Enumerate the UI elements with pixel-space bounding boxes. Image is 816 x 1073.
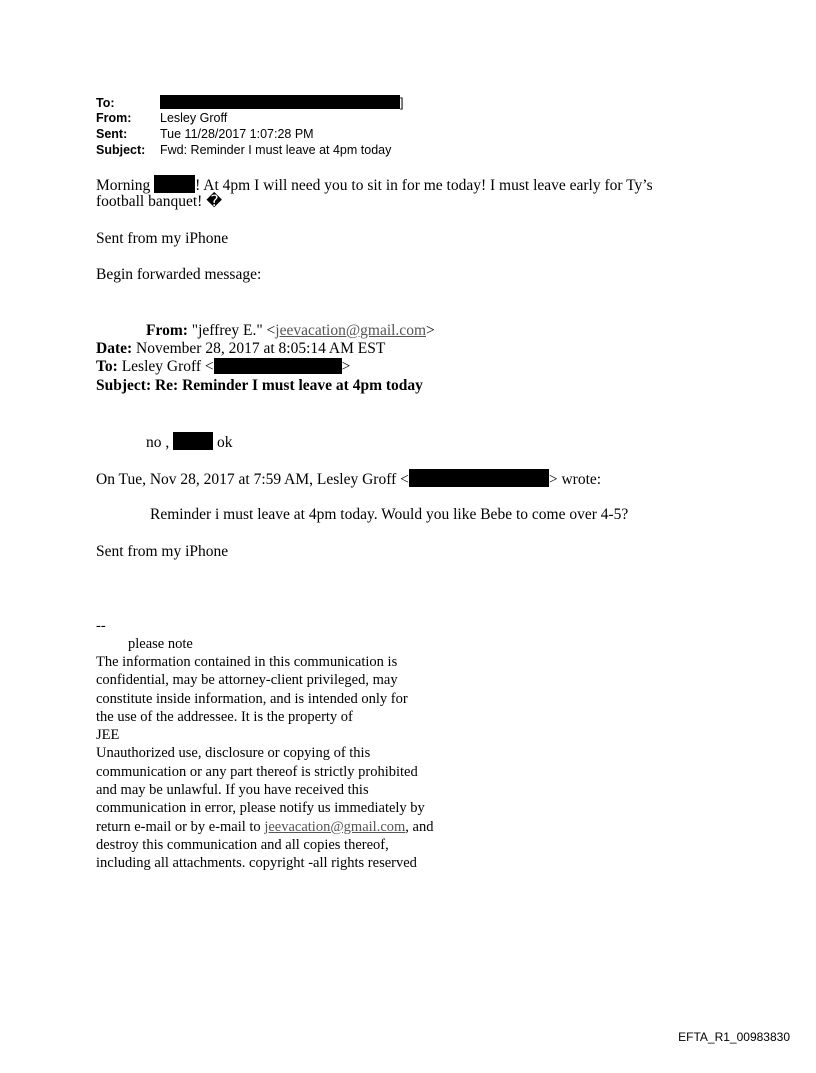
please-note: please note	[128, 636, 193, 652]
disclaimer-block	[96, 653, 433, 873]
disclaimer-line: return e-mail or by e-mail to jeevacation@gmail.com, and	[96, 818, 434, 835]
subject-value: Fwd: Reminder I must leave at 4pm today	[160, 143, 392, 157]
email-link[interactable]: jeevacation@gmail.com	[264, 818, 406, 835]
email-link[interactable]: jeevacation@gmail.com	[275, 322, 426, 339]
disclaimer-line: constitute inside information, and is intended only for	[96, 690, 408, 707]
sent-from-iphone-2: Sent from my iPhone	[96, 543, 229, 560]
redaction-bar	[214, 358, 342, 374]
sent-from-iphone: Sent from my iPhone	[96, 230, 229, 247]
document-stamp: EFTA_R1_00983830	[678, 1030, 790, 1044]
reply-text: no , ok	[146, 434, 233, 451]
to-suffix: ]	[400, 96, 404, 110]
fwd-from-row: From: "jeffrey E." <jeevacation@gmail.com>	[146, 322, 435, 339]
redaction-bar	[160, 95, 400, 109]
disclaimer-line: confidential, may be attorney-client privileged, may	[96, 672, 398, 689]
sent-value: Tue 11/28/2017 1:07:28 PM	[160, 127, 314, 141]
disclaimer-line: and may be unlawful. If you have received this	[96, 782, 369, 799]
fwd-to-row: To: Lesley Groff < >	[96, 358, 351, 375]
disclaimer-line: The information contained in this communication is	[96, 654, 398, 670]
fwd-subject-row: Subject: Re: Reminder I must leave at 4pm today	[96, 377, 423, 394]
body-line-2: football banquet! �	[96, 193, 223, 210]
from-value: Lesley Groff	[160, 111, 228, 125]
header-to-row	[96, 96, 115, 110]
quote-intro: On Tue, Nov 28, 2017 at 7:59 AM, Lesley Groff < > wrote:	[96, 471, 602, 488]
from-label: From:	[96, 111, 132, 125]
disclaimer-line: communication or any part thereof is strictly prohibited	[96, 763, 418, 780]
disclaimer-line: JEE	[96, 727, 120, 744]
redaction-bar	[154, 175, 195, 193]
body-line-1: Morning ! At 4pm I will need you to sit in for me today! I must leave early for Ty’s	[96, 177, 653, 194]
to-label: To:	[96, 96, 115, 110]
disclaimer-line: the use of the addressee. It is the property of	[96, 708, 353, 725]
disclaimer-line: communication in error, please notify us immediately by	[96, 800, 425, 817]
sent-label: Sent:	[96, 127, 128, 141]
signature-dashes: --	[96, 618, 106, 634]
redaction-bar	[409, 469, 549, 487]
disclaimer-line: Unauthorized use, disclosure or copying of this	[96, 745, 371, 762]
quoted-message: Reminder i must leave at 4pm today. Would you like Bebe to come over 4-5?	[150, 506, 629, 523]
fwd-date-row: Date: November 28, 2017 at 8:05:14 AM EST	[96, 340, 386, 357]
redaction-bar	[173, 432, 213, 450]
subject-label: Subject:	[96, 143, 146, 157]
disclaimer-line: destroy this communication and all copies thereof,	[96, 836, 389, 853]
disclaimer-line: including all attachments. copyright -all rights reserved	[96, 855, 417, 872]
begin-forwarded: Begin forwarded message:	[96, 266, 262, 283]
